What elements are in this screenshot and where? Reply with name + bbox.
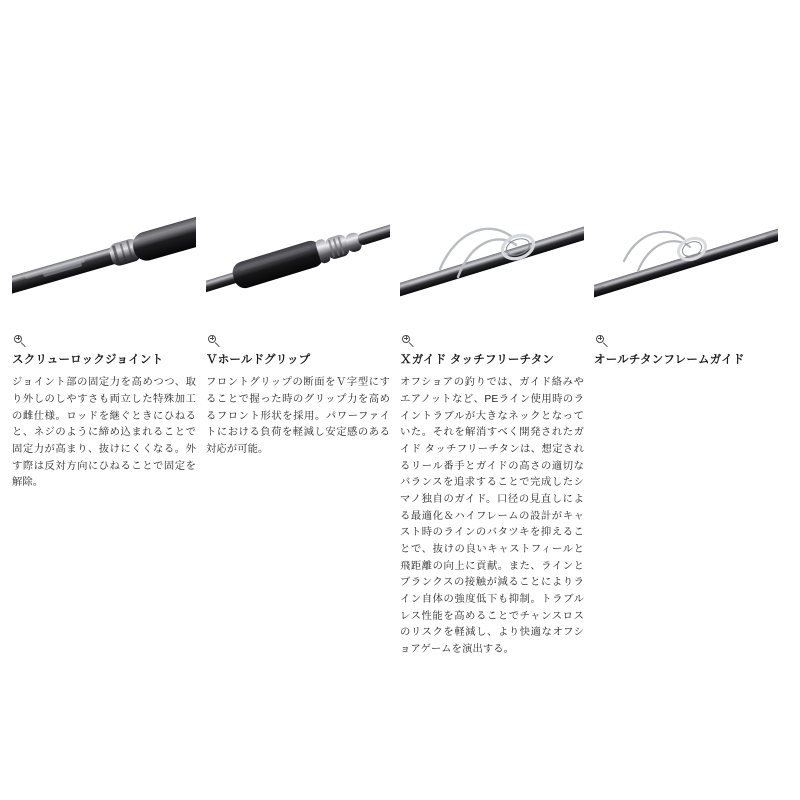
zoom-row[interactable] bbox=[594, 330, 778, 352]
magnify-plus-icon[interactable] bbox=[208, 335, 221, 348]
feature-body: ジョイント部の固定力を高めつつ、取り外しのしやすさも両立した特殊加工の雌仕様。ロッドを継ぐときにひねると、ネジのように締め込まれることで固定力が高まり、抜けにくくなる。外す際は反対方向にひねることで固定を解除。 bbox=[12, 377, 196, 489]
feature-title: スクリューロックジョイント bbox=[12, 354, 164, 366]
zoom-row[interactable] bbox=[400, 330, 584, 352]
feature-item-x-guide bbox=[400, 195, 594, 659]
x-guide-photo[interactable] bbox=[400, 195, 584, 330]
magnify-plus-icon[interactable] bbox=[596, 335, 609, 348]
feature-item-screw-lock-joint bbox=[12, 195, 206, 492]
feature-title: Ｘガイド タッチフリーチタン bbox=[400, 354, 555, 366]
rod-joint-photo[interactable] bbox=[12, 195, 196, 330]
feature-title: オールチタンフレームガイド bbox=[594, 354, 745, 366]
magnify-plus-icon[interactable] bbox=[402, 335, 415, 348]
zoom-row[interactable] bbox=[12, 330, 196, 352]
titanium-guide-photo[interactable] bbox=[594, 195, 778, 330]
feature-list bbox=[12, 195, 788, 659]
feature-body: フロントグリップの断面をＶ字型にすることで握った時のグリップ力を高めるフロント形状を採用。パワーファイトにおける負荷を軽減し安定感のある対応が可能。 bbox=[206, 377, 390, 455]
feature-body: オフショアの釣りでは、ガイド絡みやエアノットなど、PEライン使用時のライントラブルが大きなネックとなっていた。それを解消すべく開発されたガイド タッチフリーチタンは、想定されるリール番手とガイドの高さの適切なバランスを追求することで完成したシマノ独自のガイド。口径の見直しによる最適化＆ハイフレームの設計がキャスト時のラインのバタツキを抑えることで、抜けの良いキャストフィールと飛距離の向上に貢献。また、ラインとブランクスの接触が減ることによりライン自体の強度低下も抑制。トラブルレス性能を高めることでチャンスロスのリスクを軽減し、より快適なオフショアゲームを演出する。 bbox=[400, 377, 584, 655]
zoom-row[interactable] bbox=[206, 330, 390, 352]
front-grip-photo[interactable] bbox=[206, 195, 390, 330]
magnify-plus-icon[interactable] bbox=[14, 335, 27, 348]
feature-item-all-titanium-frame-guide bbox=[594, 195, 788, 375]
feature-title: Ｖホールドグリップ bbox=[206, 354, 311, 366]
feature-item-v-hold-grip bbox=[206, 195, 400, 459]
